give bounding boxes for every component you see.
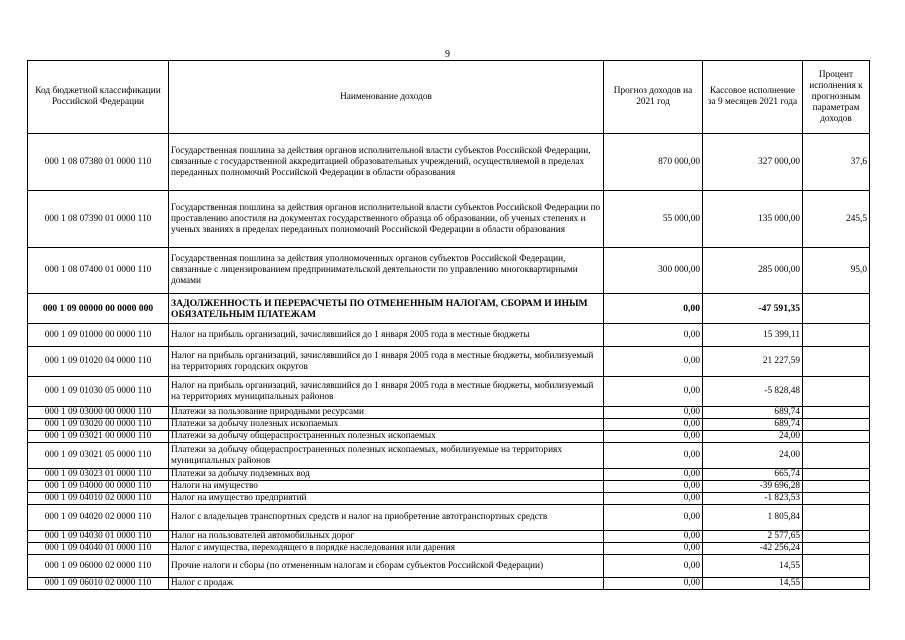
row-percent [803,493,870,505]
row-executed: 24,00 [703,431,803,443]
row-percent [803,578,870,590]
row-forecast: 0,00 [604,505,703,531]
row-name: Налог с владельцев транспортных средств и налог на приобретение автотранспортных средств [169,505,604,531]
table-row [28,431,870,443]
row-code: 000 1 09 04010 02 0000 110 [28,493,169,505]
row-percent [803,543,870,555]
row-percent [803,431,870,443]
row-executed: 14,55 [703,578,803,590]
table-row [28,578,870,590]
row-percent [803,407,870,419]
row-executed: 689,74 [703,407,803,419]
table-row [28,377,870,407]
row-code: 000 1 09 04020 02 0000 110 [28,505,169,531]
row-executed: 135 000,00 [703,191,803,248]
row-name: Государственная пошлина за действия уполномоченных органов субъектов Российской Федерации, связанные с лицензированием предпринимательской деятельности по управлению многоквартирными домами [169,248,604,294]
row-percent [803,505,870,531]
header-executed: Кассовое исполнение за 9 месяцев 2021 года [703,61,803,134]
row-code: 000 1 09 03000 00 0000 110 [28,407,169,419]
row-forecast: 0,00 [604,431,703,443]
row-percent [803,294,870,324]
row-name: Платежи за добычу общераспространенных полезных ископаемых [169,431,604,443]
row-forecast: 0,00 [604,419,703,431]
row-name: Налог с имущества, переходящего в порядке наследования или дарения [169,543,604,555]
row-forecast: 0,00 [604,377,703,407]
row-code: 000 1 09 00000 00 0000 000 [28,294,169,324]
row-executed: 21 227,59 [703,347,803,377]
row-name: Прочие налоги и сборы (по отмененным налогам и сборам субъектов Российской Федерации) [169,555,604,578]
row-forecast: 0,00 [604,531,703,543]
row-percent [803,443,870,469]
row-code: 000 1 09 03021 00 0000 110 [28,431,169,443]
row-percent [803,531,870,543]
row-executed: -39 696,28 [703,481,803,493]
table-row [28,407,870,419]
table-row [28,543,870,555]
row-forecast: 55 000,00 [604,191,703,248]
row-forecast: 0,00 [604,294,703,324]
table-row [28,248,870,294]
row-percent: 37,6 [803,134,870,191]
row-name: ЗАДОЛЖЕННОСТЬ И ПЕРЕРАСЧЕТЫ ПО ОТМЕНЕННЫМ НАЛОГАМ, СБОРАМ И ИНЫМ ОБЯЗАТЕЛЬНЫМ ПЛАТЕЖАМ [169,294,604,324]
row-percent: 95,0 [803,248,870,294]
row-executed: 665,74 [703,469,803,481]
row-code: 000 1 09 04000 00 0000 110 [28,481,169,493]
row-code: 000 1 09 01030 05 0000 110 [28,377,169,407]
row-name: Налог на прибыль организаций, зачислявшийся до 1 января 2005 года в местные бюджеты, мобилизуемый на территориях городских округов [169,347,604,377]
row-percent [803,555,870,578]
row-forecast: 0,00 [604,493,703,505]
row-percent [803,377,870,407]
row-name: Налог на имущество предприятий [169,493,604,505]
row-forecast: 0,00 [604,543,703,555]
row-code: 000 1 09 03020 00 0000 110 [28,419,169,431]
row-code: 000 1 08 07400 01 0000 110 [28,248,169,294]
row-percent: 245,5 [803,191,870,248]
row-code: 000 1 09 06000 02 0000 110 [28,555,169,578]
header-percent: Процент исполнения к прогнозным параметрам доходов [803,61,870,134]
row-forecast: 300 000,00 [604,248,703,294]
table-row [28,419,870,431]
table-row [28,443,870,469]
row-executed: 1 805,84 [703,505,803,531]
row-name: Налог на прибыль организаций, зачислявшийся до 1 января 2005 года в местные бюджеты, мобилизуемый на территориях муниципальных районов [169,377,604,407]
row-code: 000 1 08 07380 01 0000 110 [28,134,169,191]
revenue-table [27,60,870,590]
table-row [28,469,870,481]
page-number: 9 [445,49,450,60]
row-executed: -42 256,24 [703,543,803,555]
row-name: Платежи за добычу полезных ископаемых [169,419,604,431]
row-forecast: 0,00 [604,407,703,419]
row-percent [803,347,870,377]
header-forecast: Прогноз доходов на 2021 год [604,61,703,134]
row-executed: 285 000,00 [703,248,803,294]
table-row [28,493,870,505]
row-forecast: 0,00 [604,443,703,469]
row-name: Налог с продаж [169,578,604,590]
row-executed: 327 000,00 [703,134,803,191]
row-name: Платежи за пользование природными ресурсами [169,407,604,419]
table-row [28,324,870,347]
table-row [28,555,870,578]
row-executed: 689,74 [703,419,803,431]
table-row [28,294,870,324]
row-executed: 24,00 [703,443,803,469]
table-row [28,505,870,531]
row-percent [803,481,870,493]
row-forecast: 870 000,00 [604,134,703,191]
row-executed: -5 828,48 [703,377,803,407]
row-forecast: 0,00 [604,469,703,481]
row-name: Государственная пошлина за действия органов исполнительной власти субъектов Российской Федерации, связанные с государственной аккредитацией образовательных учреждений, осуществляемой в пределах переданных полномочий Российской Федерации в области образования [169,134,604,191]
row-executed: 2 577,65 [703,531,803,543]
row-code: 000 1 09 06010 02 0000 110 [28,578,169,590]
table-row [28,191,870,248]
row-executed: 15 399,11 [703,324,803,347]
row-percent [803,469,870,481]
table-row [28,531,870,543]
table-row [28,481,870,493]
row-name: Платежи за добычу общераспространенных полезных ископаемых, мобилизуемые на территориях муниципальных районов [169,443,604,469]
row-percent [803,419,870,431]
header-name: Наименование доходов [169,61,604,134]
row-code: 000 1 09 01020 04 0000 110 [28,347,169,377]
row-percent [803,324,870,347]
row-forecast: 0,00 [604,555,703,578]
row-executed: -1 823,53 [703,493,803,505]
row-forecast: 0,00 [604,347,703,377]
row-name: Налог на прибыль организаций, зачислявшийся до 1 января 2005 года в местные бюджеты [169,324,604,347]
row-code: 000 1 08 07390 01 0000 110 [28,191,169,248]
row-executed: 14,55 [703,555,803,578]
table-header-row [28,61,870,134]
row-forecast: 0,00 [604,578,703,590]
row-name: Налоги на имущество [169,481,604,493]
table-row [28,134,870,191]
row-name: Налог на пользователей автомобильных дорог [169,531,604,543]
row-name: Государственная пошлина за действия органов исполнительной власти субъектов Российской Федерации по проставлению апостиля на документах государственного образца об образовании, об ученых степенях и ученых званиях в пределах переданных полномочий Российской Федерации в области образования [169,191,604,248]
row-forecast: 0,00 [604,324,703,347]
row-name: Платежи за добычу подземных вод [169,469,604,481]
row-code: 000 1 09 03023 01 0000 110 [28,469,169,481]
row-code: 000 1 09 04040 01 0000 110 [28,543,169,555]
row-code: 000 1 09 04030 01 0000 110 [28,531,169,543]
table-row [28,347,870,377]
row-executed: -47 591,35 [703,294,803,324]
row-code: 000 1 09 01000 00 0000 110 [28,324,169,347]
row-forecast: 0,00 [604,481,703,493]
row-code: 000 1 09 03021 05 0000 110 [28,443,169,469]
header-code: Код бюджетной классификации Российской Федерации [28,61,169,134]
